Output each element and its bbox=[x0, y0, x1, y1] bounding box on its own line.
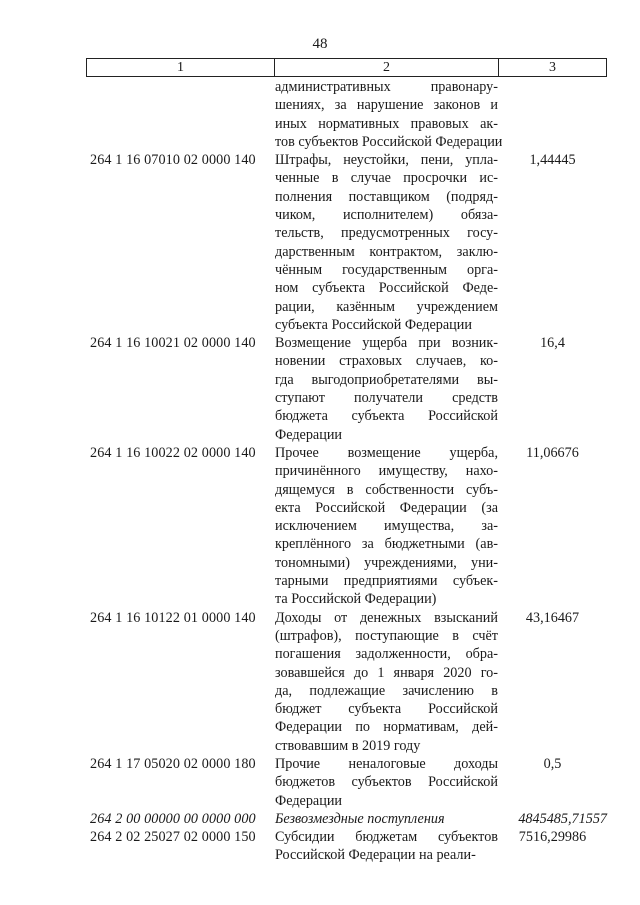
budget-code: 264 1 16 07010 02 0000 140 bbox=[90, 152, 256, 169]
amount: 1,44445 bbox=[529, 152, 576, 169]
amount: 16,4 bbox=[540, 335, 565, 352]
description-line: полнения поставщиком (подряд- bbox=[275, 188, 498, 205]
amount: 0,5 bbox=[543, 755, 562, 772]
description-line: Безвозмездные поступления bbox=[275, 810, 445, 827]
header-col-3: 3 bbox=[549, 60, 556, 75]
description-line: ствовавшим в 2019 году bbox=[275, 737, 421, 754]
description-line: иных нормативных правовых ак- bbox=[275, 115, 498, 132]
description-line: гда выгодоприобретателями вы- bbox=[275, 371, 498, 388]
description-line: чённым государственным орга- bbox=[275, 261, 498, 278]
table-row bbox=[86, 151, 607, 334]
description-line: административных правонару- bbox=[275, 79, 498, 95]
description-line: бюджетов субъектов Российской bbox=[275, 774, 498, 791]
description-line: да, подлежащие зачислению в bbox=[275, 682, 498, 699]
table-row bbox=[86, 810, 607, 828]
description-line: ном субъекта Российской Феде- bbox=[275, 280, 498, 297]
budget-code: 264 1 16 10122 01 0000 140 bbox=[90, 609, 256, 626]
description-line: субъекта Российской Федерации bbox=[275, 316, 472, 333]
budget-code: 264 1 16 10022 02 0000 140 bbox=[90, 444, 256, 461]
description-line: погашения задолженности, обра- bbox=[275, 646, 498, 663]
description-line: исключением имущества, за- bbox=[275, 518, 498, 535]
table-row bbox=[86, 444, 607, 609]
header-col-2: 2 bbox=[275, 59, 499, 76]
table-row bbox=[86, 78, 607, 151]
description-line: Федерации по нормативам, дей- bbox=[275, 719, 498, 736]
description-line: Федерации bbox=[275, 792, 343, 809]
table-row bbox=[86, 828, 607, 865]
description-line: Штрафы, неустойки, пени, упла- bbox=[275, 152, 498, 169]
description-line: Прочие неналоговые доходы bbox=[275, 755, 498, 772]
description-line: Субсидии бюджетам субъектов bbox=[275, 829, 498, 846]
revenue-description bbox=[274, 151, 498, 334]
description-line: ступают получатели средств bbox=[275, 390, 498, 407]
budget-code: 264 2 02 25027 02 0000 150 bbox=[90, 829, 256, 846]
amount: 43,16467 bbox=[525, 609, 580, 626]
budget-code: 264 2 00 00000 00 0000 000 bbox=[90, 810, 256, 827]
description-line: екта Российской Федерации (за bbox=[275, 499, 498, 516]
description-line: Прочее возмещение ущерба, bbox=[275, 444, 498, 461]
description-line: тов субъектов Российской Федерации bbox=[275, 133, 503, 150]
description-line: тономными) учреждениями, уни- bbox=[275, 554, 498, 571]
table-body bbox=[86, 78, 607, 865]
description-line: Возмещение ущерба при возник- bbox=[275, 335, 498, 352]
table-header bbox=[86, 58, 607, 77]
table-row bbox=[86, 755, 607, 810]
amount: 4845485,71557 bbox=[518, 810, 607, 827]
revenue-description bbox=[274, 755, 498, 810]
description-line: дарственным контрактом, заклю- bbox=[275, 243, 498, 260]
description-line: ченные в случае просрочки ис- bbox=[275, 170, 498, 187]
description-line: причинённого имуществу, нахо- bbox=[275, 463, 498, 480]
description-line: зовавшейся до 1 января 2020 го- bbox=[275, 664, 498, 681]
revenue-description bbox=[274, 334, 498, 444]
revenue-description bbox=[274, 810, 498, 828]
revenue-description bbox=[274, 444, 498, 609]
amount: 11,06676 bbox=[526, 444, 579, 461]
description-line: дящемуся в собственности субъ- bbox=[275, 481, 498, 498]
description-line: новении страховых случаев, ко- bbox=[275, 353, 498, 370]
description-line: (штрафов), поступающие в счёт bbox=[275, 627, 498, 644]
description-line: тельств, предусмотренных госу- bbox=[275, 225, 498, 242]
amount: 7516,29986 bbox=[518, 829, 587, 846]
description-line: рации, казённым учреждением bbox=[275, 298, 498, 315]
description-line: Федерации bbox=[275, 426, 343, 443]
description-line: чиком, исполнителем) обяза- bbox=[275, 207, 498, 224]
budget-code: 264 1 17 05020 02 0000 180 bbox=[90, 755, 256, 772]
revenue-description bbox=[274, 609, 498, 755]
table-row bbox=[86, 334, 607, 444]
description-line: шениях, за нарушение законов и bbox=[275, 97, 498, 114]
revenue-description bbox=[274, 78, 503, 151]
budget-code: 264 1 16 10021 02 0000 140 bbox=[90, 335, 256, 352]
table-row bbox=[86, 609, 607, 755]
description-line: Доходы от денежных взысканий bbox=[275, 609, 498, 626]
description-line: та Российской Федерации) bbox=[275, 591, 437, 608]
revenue-description bbox=[274, 828, 498, 865]
description-line: бюджет субъекта Российской bbox=[275, 701, 498, 718]
description-line: Российской Федерации на реали- bbox=[275, 847, 476, 864]
page-number: 48 bbox=[312, 36, 328, 52]
description-line: бюджета субъекта Российской bbox=[275, 408, 498, 425]
header-col-1: 1 bbox=[87, 59, 275, 76]
description-line: тарными предприятиями субъек- bbox=[275, 573, 498, 590]
description-line: креплённого за бюджетными (ав- bbox=[275, 536, 498, 553]
